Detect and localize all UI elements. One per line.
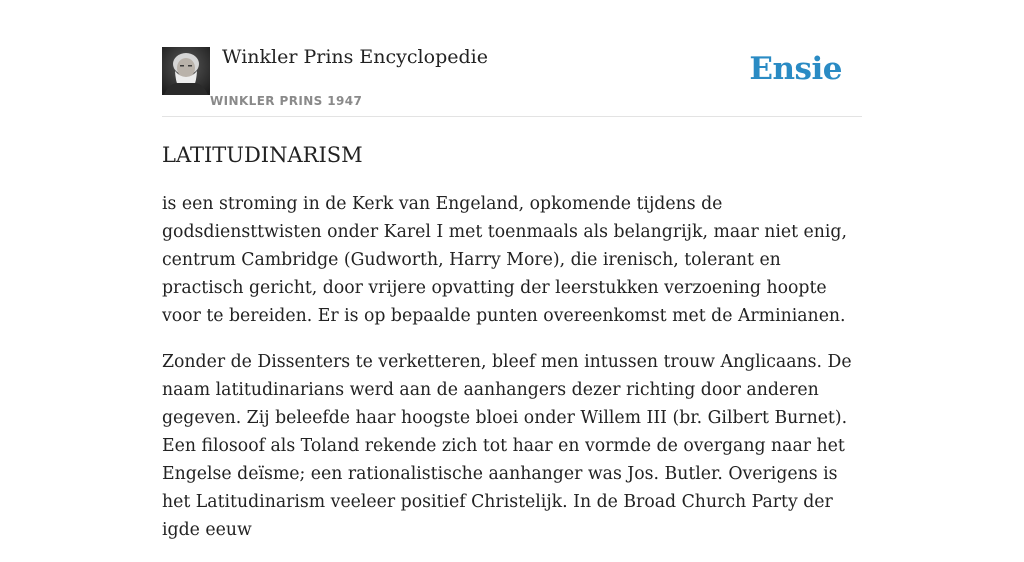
- source-title-link[interactable]: Winkler Prins Encyclopedie: [222, 46, 488, 68]
- article-headword: LATITUDINARISM: [162, 143, 363, 167]
- article-body: [162, 140, 862, 562]
- edition-label: WINKLER PRINS 1947: [210, 94, 363, 108]
- author-portrait-icon: [162, 47, 210, 95]
- article-paragraph-2: Zonder de Dissenters te verketteren, bleef men intussen trouw Anglicaans. De naam latitudinarians werd aan de aanhangers dezer richting door anderen gegeven. Zij beleefde haar hoogste bloei onder Willem III (br. Gilbert Burnet). Een filosoof als Toland rekende zich tot haar en vormde de overgang naar het Engelse deïsme; een rationalistische aanhanger was Jos. Butler. Overigens is het Latitudinarism veeleer positief Christelijk. In de Broad Church Party der igde eeuw: [162, 352, 852, 540]
- author-avatar[interactable]: [162, 47, 210, 95]
- ensie-logo-link[interactable]: Ensie: [749, 51, 842, 87]
- source-header: [162, 44, 862, 117]
- article-paragraph-1: is een stroming in de Kerk van Engeland, opkomende tijdens de godsdiensttwisten onder Karel I met toenmaals als belangrijk, maar niet enig, centrum Cambridge (Gudworth, Harry More), die irenisch, tolerant en practisch gericht, door vrijere opvatting der leerstukken verzoening hoopte voor te bereiden. Er is op bepaalde punten overeenkomst met de Arminianen.: [162, 194, 847, 326]
